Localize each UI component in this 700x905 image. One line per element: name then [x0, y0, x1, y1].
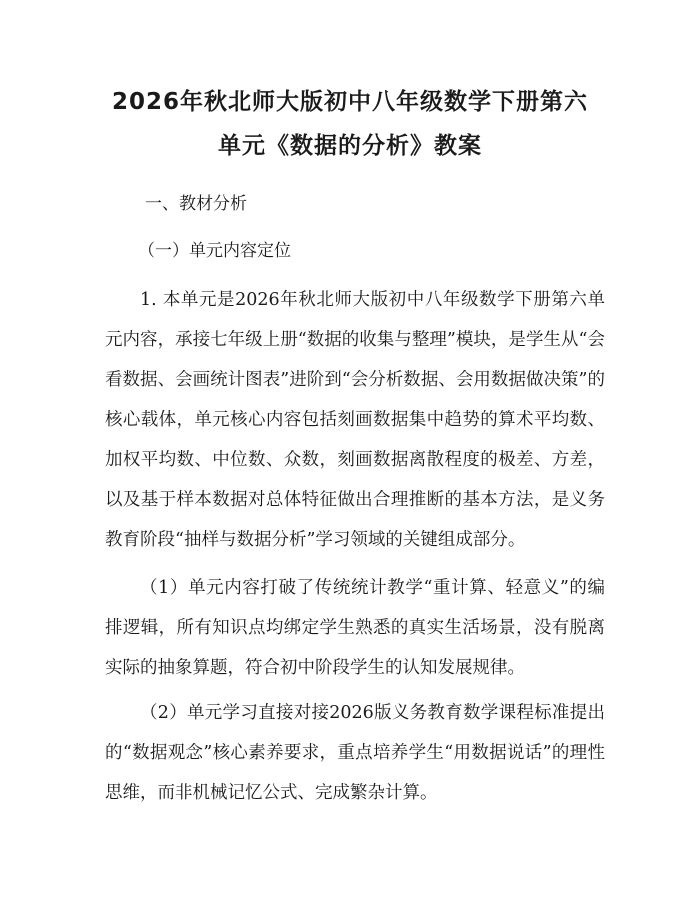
- section-heading: 一、教材分析: [145, 194, 247, 214]
- body-paragraph-2: （1）单元内容打破了传统统计教学“重计算、轻意义”的编排逻辑，所有知识点均绑定学生熟悉的真实生活场景，没有脱离实际的抽象算题，符合初中阶段学生的认知发展规律。: [105, 578, 605, 678]
- body-paragraph-3: （2）单元学习直接对接2026版义务教育数学课程标准提出的“数据观念”核心素养要求，重点培养学生“用数据说话”的理性思维，而非机械记忆公式、完成繁杂计算。: [105, 703, 605, 803]
- body-paragraph-1: 1. 本单元是2026年秋北师大版初中八年级数学下册第六单元内容，承接七年级上册“数据的收集与整理”模块，是学生从“会看数据、会画统计图表”进阶到“会分析数据、会用数据做决策”的核心载体，单元核心内容包括刻画数据集中趋势的算术平均数、加权平均数、中位数、众数，刻画数据离散程度的极差、方差，以及基于样本数据对总体特征做出合理推断的基本方法，是义务教育阶段“抽样与数据分析”学习领域的关键组成部分。: [105, 290, 605, 550]
- document-title-line-1: 2026年秋北师大版初中八年级数学下册第六: [111, 89, 588, 115]
- subsection-heading: （一）单元内容定位: [138, 241, 291, 261]
- document-title-line-2: 单元《数据的分析》教案: [218, 133, 482, 159]
